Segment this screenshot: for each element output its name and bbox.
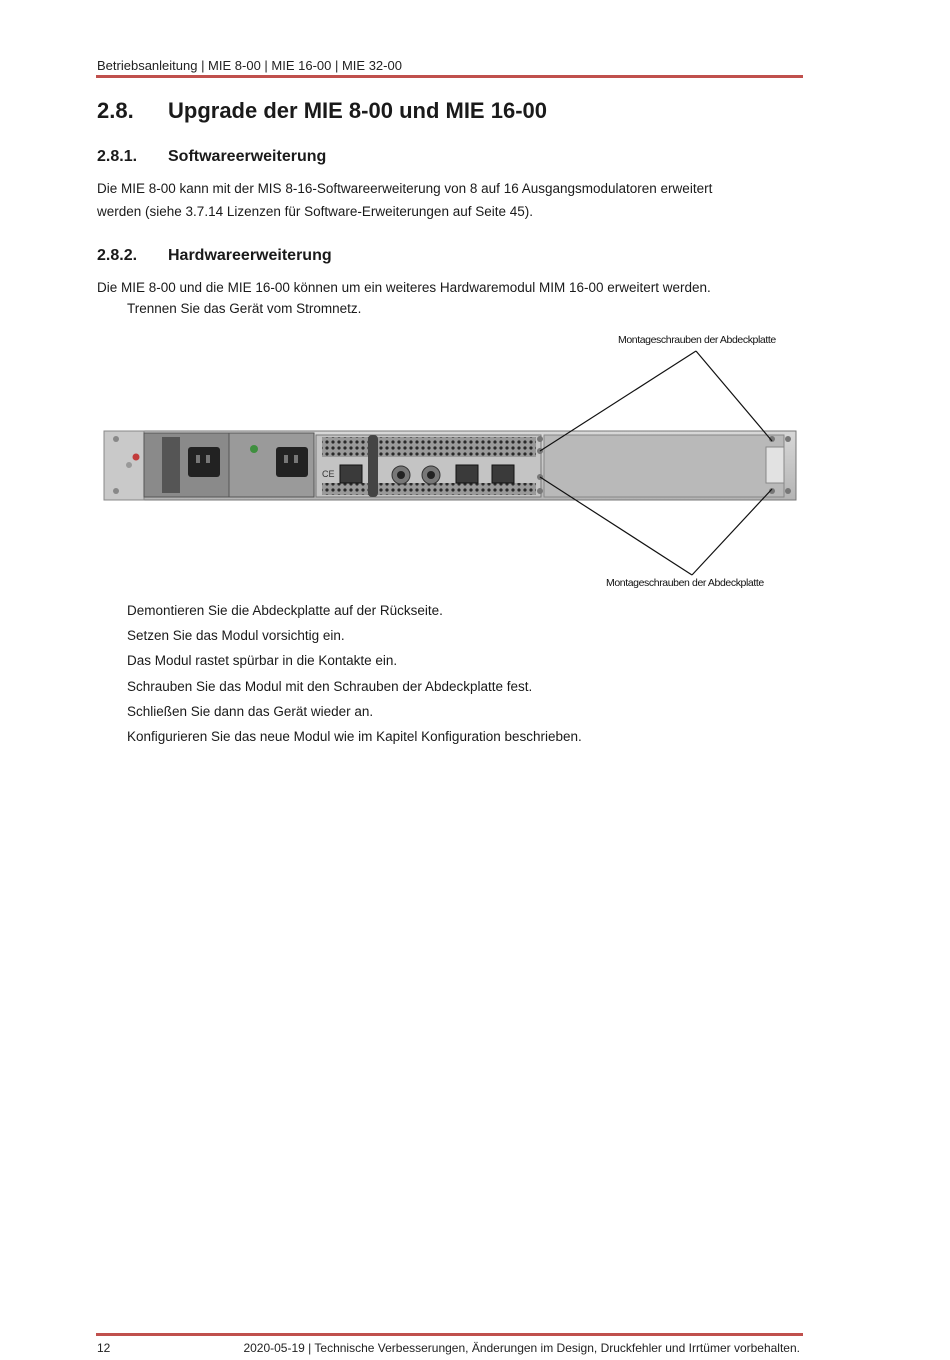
- device-rear-illustration: [96, 325, 806, 595]
- svg-text:CE: CE: [322, 469, 335, 479]
- footer-rule: [96, 1333, 803, 1336]
- subsection-number: 2.8.2.: [97, 247, 138, 264]
- callout-top: Montageschrauben der Abdeckplatte: [618, 334, 776, 346]
- footer-note: 2020-05-19 | Technische Verbesserungen, Änderungen im Design, Druckfehler und Irrtümer vorbehalten.: [243, 1341, 800, 1355]
- step-item: Das Modul rastet spürbar in die Kontakte ein.: [127, 653, 398, 668]
- step-item: Demontieren Sie die Abdeckplatte auf der Rückseite.: [127, 603, 443, 618]
- step-item: Schrauben Sie das Modul mit den Schrauben der Abdeckplatte fest.: [127, 679, 533, 694]
- running-header: Betriebsanleitung | MIE 8-00 | MIE 16-00 | MIE 32-00: [97, 58, 402, 73]
- subsection-title: Hardwareerweiterung: [168, 247, 332, 264]
- section-number: 2.8.: [97, 98, 134, 123]
- step-item: Konfigurieren Sie das neue Modul wie im Kapitel Konfiguration beschrieben.: [127, 729, 582, 744]
- step-item: Schließen Sie dann das Gerät wieder an.: [127, 704, 374, 719]
- subsection-number: 2.8.1.: [97, 148, 138, 165]
- software-text-line1: Die MIE 8-00 kann mit der MIS 8-16-Softwareerweiterung von 8 auf 16 Ausgangsmodulatoren erweitert: [97, 181, 713, 196]
- callout-bottom: Montageschrauben der Abdeckplatte: [606, 577, 764, 589]
- section-title: Upgrade der MIE 8-00 und MIE 16-00: [168, 98, 547, 123]
- subsection-title: Softwareerweiterung: [168, 148, 327, 165]
- device-rear-figure: [96, 325, 806, 595]
- hardware-intro: Die MIE 8-00 und die MIE 16-00 können um ein weiteres Hardwaremodul MIM 16-00 erweitert werden.: [97, 280, 711, 295]
- page-number: 12: [97, 1341, 111, 1355]
- step-item: Setzen Sie das Modul vorsichtig ein.: [127, 628, 345, 643]
- header-rule: [96, 75, 803, 78]
- software-text-line2: werden (siehe 3.7.14 Lizenzen für Software-Erweiterungen auf Seite 45).: [97, 204, 534, 219]
- step-disconnect: Trennen Sie das Gerät vom Stromnetz.: [127, 301, 362, 316]
- software-paragraph: [97, 177, 777, 223]
